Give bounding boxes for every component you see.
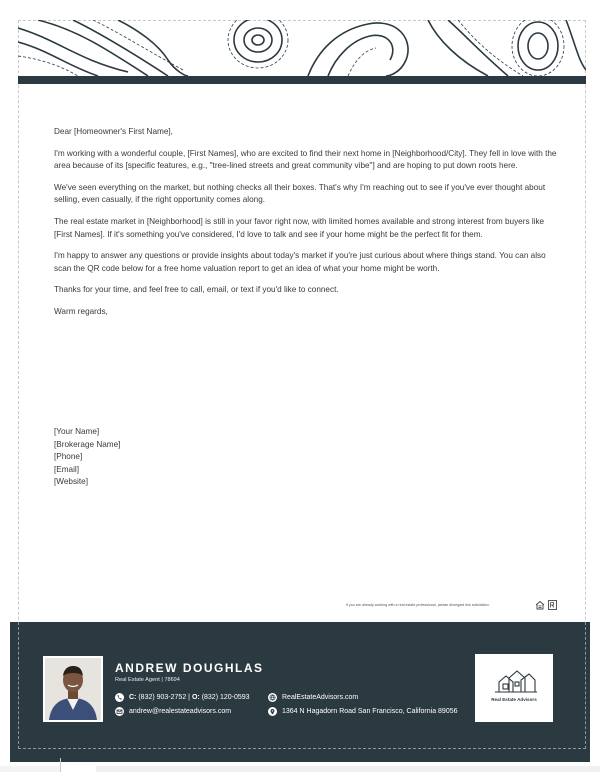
agent-email-line[interactable] [115, 707, 231, 716]
footer-trim-right [585, 622, 586, 749]
letter-body [54, 126, 560, 328]
agent-email[interactable]: andrew@realestateadvisors.com [129, 708, 232, 715]
equal-housing-icon [535, 600, 545, 610]
paragraph-4: I'm happy to answer any questions or provide insights about today's market if you're just curious about where things stand. You can also scan the QR code below for a free home valuation report to get an idea of what your home might be worth. [54, 251, 546, 273]
signature-name: [Your Name] [54, 427, 100, 436]
header-bar [18, 76, 586, 84]
signature-website: [Website] [54, 477, 88, 487]
paragraph-5: Thanks for your time, and feel free to call, email, or text if you'd like to connect. [54, 285, 339, 295]
closing: Warm regards, [54, 306, 108, 316]
globe-icon [268, 693, 277, 702]
agent-name: ANDREW DOUGHLAS [115, 661, 264, 675]
bottom-strip-left [0, 766, 60, 772]
brand-logo-text: Real Estate Advisors [491, 697, 537, 702]
signature-phone: [Phone] [54, 452, 83, 462]
agent-title: Real Estate Agent | 78694 [115, 677, 180, 683]
phone-o-label: O: [191, 694, 200, 701]
location-pin-icon [268, 707, 277, 716]
topographic-header-art [18, 20, 586, 76]
agent-photo [43, 656, 103, 722]
paragraph-1: I'm working with a wonderful couple, [First Names], who are excited to find their next home in [Neighborhood/City]. They fell in love with the area because of its [specific features, e.g., "tree-lined streets and great community vibe"] and are hoping to put down roots here. [54, 148, 557, 171]
phone-cell[interactable]: (832) 903-2752 [138, 694, 187, 701]
agent-phone-line[interactable] [115, 693, 250, 702]
agent-website-line[interactable] [268, 693, 358, 702]
paragraph-2: We've seen everything on the market, but nothing checks all their boxes. That's why I'm reaching out to see if you've ever thought about selling, even casually, if the right opportunity comes along. [54, 182, 546, 205]
realtor-icon [548, 600, 557, 610]
brand-logo [475, 654, 553, 722]
agent-website[interactable]: RealEstateAdvisors.com [282, 694, 359, 701]
agent-portrait-image [45, 658, 101, 720]
agent-address: 1364 N Hagadorn Road San Francisco, California 89056 [282, 708, 458, 715]
salutation: Dear [Homeowner's First Name], [54, 127, 173, 136]
phone-office[interactable]: (832) 120-0593 [201, 694, 250, 701]
phone-c-label: C: [129, 694, 137, 701]
signature-brokerage: [Brokerage Name] [54, 439, 121, 449]
signature-email: [Email] [54, 464, 80, 474]
phone-separator: | [188, 694, 190, 701]
footer-trim-line [18, 748, 586, 749]
bottom-strip [96, 766, 600, 772]
signature-block [54, 426, 120, 489]
email-icon [115, 707, 124, 716]
phone-icon [115, 693, 124, 702]
house-logo-icon [475, 654, 553, 698]
footer-trim-left [18, 622, 19, 749]
disclaimer-text: If you are already working with a real estate professional, please disregard this solicitation. [346, 603, 490, 607]
bottom-tick-mark [60, 758, 61, 772]
paragraph-3: The real estate market in [Neighborhood] is still in your favor right now, with limited homes available and strong interest from buyers like [First Names]. If it's something you've considered, I'd love to talk and see if your home might be the perfect fit for them. [54, 216, 545, 239]
agent-address-line [268, 707, 458, 716]
